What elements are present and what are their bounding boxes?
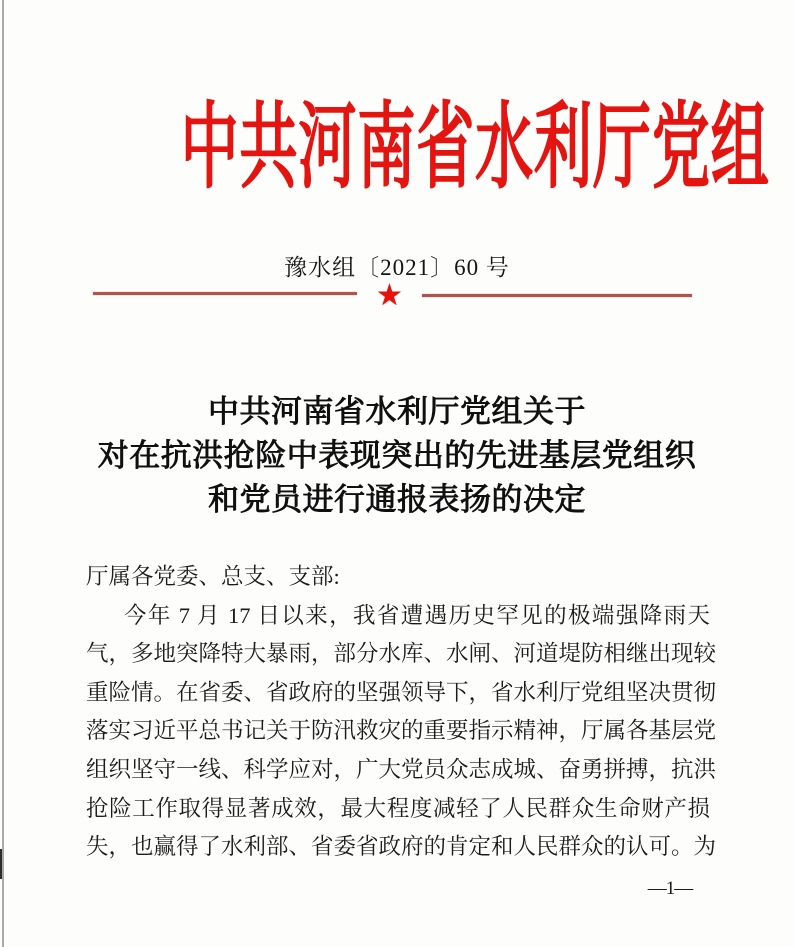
salutation-line: 厅属各党委、总支、支部: bbox=[86, 564, 340, 589]
body-line: 今年 7 月 17 日以来，我省遭遇历史罕见的极端强降雨天 bbox=[124, 602, 710, 628]
letterhead-org-title: 中共河南省水利厅党组 bbox=[180, 96, 770, 200]
body-line: 组织坚守一线、科学应对，广大党员众志成城、奋勇拼搏，抗洪 bbox=[86, 756, 717, 782]
document-number: 豫水组〔2021〕60 号 bbox=[284, 255, 510, 280]
document-title-line-2: 对在抗洪抢险中表现突出的先进基层党组织 bbox=[97, 438, 697, 473]
body-line: 气，多地突降特大暴雨，部分水库、水闸、河道堤防相继出现较 bbox=[86, 641, 717, 667]
document-body bbox=[86, 558, 717, 867]
header-divider bbox=[0, 281, 794, 315]
document-title-line-1: 中共河南省水利厅党组关于 bbox=[208, 394, 586, 429]
divider-line-left bbox=[93, 292, 357, 295]
letterhead bbox=[0, 96, 794, 201]
scan-mark-bottom-left bbox=[0, 849, 2, 879]
page-number: —1— bbox=[647, 878, 693, 899]
body-line: 抢险工作取得显著成效，最大程度减轻了人民群众生命财产损 bbox=[86, 795, 710, 821]
body-line: 失，也赢得了水利部、省委省政府的肯定和人民群众的认可。为 bbox=[86, 834, 717, 860]
divider-line-right bbox=[422, 294, 692, 297]
body-line: 落实习近平总书记关于防汛救灾的重要指示精神，厅属各基层党 bbox=[86, 718, 717, 744]
document-title-line-3: 和党员进行通报表扬的决定 bbox=[208, 482, 586, 517]
star-icon: ★ bbox=[376, 279, 403, 312]
body-line: 重险情。在省委、省政府的坚强领导下，省水利厅党组坚决贯彻 bbox=[86, 679, 717, 705]
document-title bbox=[0, 390, 794, 522]
